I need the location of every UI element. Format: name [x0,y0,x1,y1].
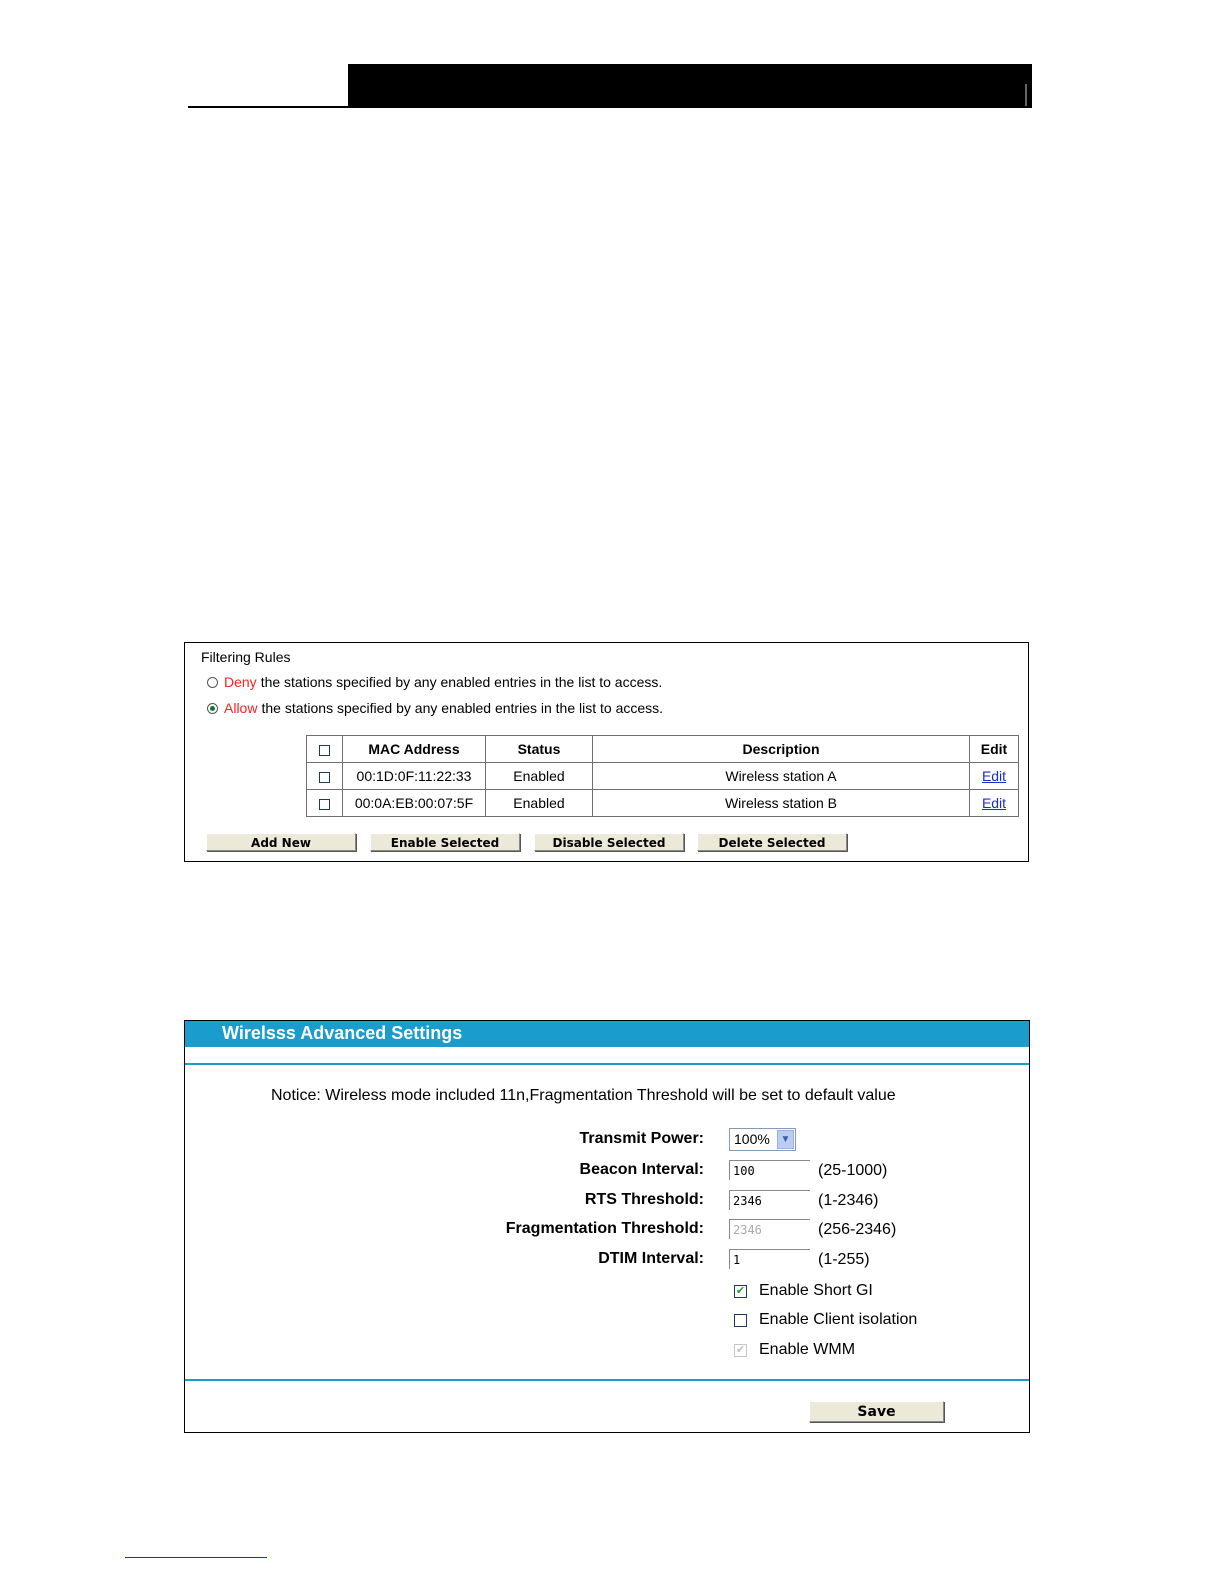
row-mac: 00:0A:EB:00:07:5F [343,790,486,817]
beacon-interval-range: (25-1000) [818,1162,888,1179]
transmit-power-select[interactable] [729,1128,796,1151]
header-bar-notch [1025,84,1027,106]
row-description: Wireless station A [593,763,970,790]
footer-link-underline [125,1557,267,1558]
allow-text: the stations specified by any enabled entries in the list to access. [261,700,664,716]
advanced-settings-panel [184,1020,1030,1433]
row-edit-link[interactable]: Edit [981,768,1007,784]
col-mac-address: MAC Address [343,736,486,763]
save-button[interactable]: Save [809,1401,944,1422]
short-gi-label: Enable Short GI [759,1282,873,1299]
transmit-power-label: Transmit Power: [579,1130,704,1147]
notice-text: Notice: Wireless mode included 11n,Fragmentation Threshold will be set to default value [271,1087,896,1104]
row-checkbox[interactable] [319,799,330,810]
client-isolation-checkbox[interactable] [734,1314,747,1327]
header-bar [348,64,1032,108]
table-header-row [307,736,1019,763]
filtering-rules-panel [184,642,1029,862]
dtim-interval-range: (1-255) [818,1251,870,1268]
client-isolation-label: Enable Client isolation [759,1311,918,1328]
row-edit-cell [970,763,1019,790]
table-row [307,790,1019,817]
advanced-settings-title: Wirelsss Advanced Settings [185,1021,1029,1047]
row-status: Enabled [486,763,593,790]
row-edit-link[interactable]: Edit [981,795,1007,811]
dtim-interval-input[interactable] [729,1249,810,1269]
deny-word: Deny [224,674,257,690]
row-select-cell [307,763,343,790]
select-all-checkbox[interactable] [319,745,330,756]
row-description: Wireless station B [593,790,970,817]
deny-radio[interactable] [207,677,218,688]
enable-selected-button[interactable]: Enable Selected [370,833,520,851]
bottom-separator [185,1379,1029,1381]
fragmentation-threshold-label: Fragmentation Threshold: [505,1220,704,1237]
header-rule [188,106,350,108]
client-isolation-option[interactable] [734,1311,917,1329]
transmit-power-value: 100% [734,1131,770,1147]
rts-threshold-range: (1-2346) [818,1192,879,1209]
chevron-down-icon[interactable]: ▼ [777,1130,794,1149]
allow-rule-option[interactable] [207,699,663,717]
row-edit-cell [970,790,1019,817]
rts-threshold-input[interactable] [729,1190,810,1210]
col-description: Description [593,736,970,763]
row-mac: 00:1D:0F:11:22:33 [343,763,486,790]
beacon-interval-label: Beacon Interval: [579,1161,704,1178]
deny-text: the stations specified by any enabled entries in the list to access. [260,674,663,690]
fragmentation-threshold-range: (256-2346) [818,1221,897,1238]
row-status: Enabled [486,790,593,817]
beacon-interval-input[interactable] [729,1160,810,1180]
col-status: Status [486,736,593,763]
mac-filter-table [306,735,1019,817]
wmm-checkbox: ✔ [735,1343,746,1356]
rts-threshold-label: RTS Threshold: [584,1191,704,1208]
delete-selected-button[interactable]: Delete Selected [697,833,847,851]
wmm-label: Enable WMM [759,1341,856,1358]
table-row [307,763,1019,790]
short-gi-option[interactable] [734,1282,873,1300]
disable-selected-button[interactable]: Disable Selected [534,833,684,851]
allow-radio[interactable] [207,703,218,714]
deny-rule-option[interactable] [207,673,662,691]
allow-word: Allow [224,700,258,716]
top-separator [185,1063,1029,1065]
fragmentation-threshold-input [729,1219,810,1239]
row-select-cell [307,790,343,817]
wmm-option [734,1341,855,1359]
dtim-interval-label: DTIM Interval: [598,1250,704,1267]
short-gi-checkbox[interactable]: ✔ [735,1284,746,1297]
col-edit: Edit [970,736,1019,763]
row-checkbox[interactable] [319,772,330,783]
add-new-button[interactable]: Add New [206,833,356,851]
select-all-cell [307,736,343,763]
filtering-rules-title: Filtering Rules [201,649,291,665]
